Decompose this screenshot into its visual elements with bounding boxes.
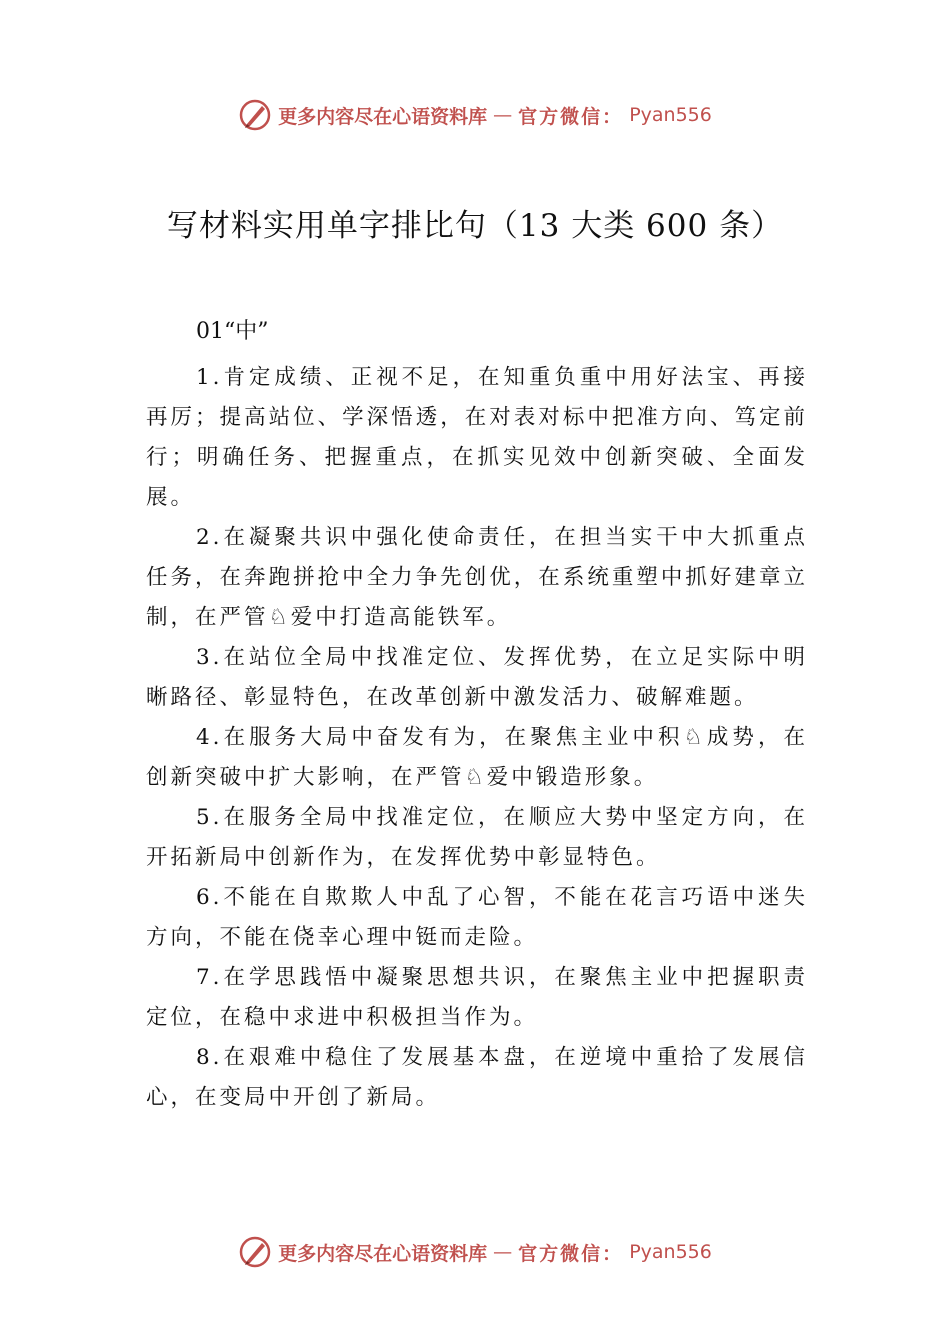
- paragraph: 1.肯定成绩、正视不足，在知重负重中用好法宝、再接再厉；提高站位、学深悟透，在对表对标中把准方向、笃定前行；明确任务、把握重点，在抓实见效中创新突破、全面发展。: [146, 365, 808, 510]
- banner-main-text: 更多内容尽在心语资料库: [278, 1242, 488, 1265]
- banner-label: 官方微信：: [518, 1242, 624, 1265]
- banner-main-text: 更多内容尽在心语资料库: [278, 105, 488, 128]
- banner-handle: Pyan556: [629, 1241, 712, 1263]
- paragraph: 3.在站位全局中找准定位、发挥优势，在立足实际中明晰路径、彰显特色，在改革创新中激发活力、破解难题。: [146, 645, 808, 710]
- banner-separator: —: [493, 104, 513, 126]
- pen-seal-logo-icon: [238, 98, 272, 132]
- header-banner: [0, 95, 950, 135]
- paragraph: 6.不能在自欺欺人中乱了心智，不能在花言巧语中迷失方向，不能在侥幸心理中铤而走险。: [146, 885, 808, 950]
- section-heading: 01“中”: [196, 319, 269, 344]
- paragraph: 2.在凝聚共识中强化使命责任，在担当实干中大抓重点任务，在奔跑拼抢中全力争先创优，在系统重塑中抓好建章立制，在严管♘爱中打造高能铁军。: [146, 525, 808, 630]
- paragraph: 8.在艰难中稳住了发展基本盘，在逆境中重拾了发展信心，在变局中开创了新局。: [146, 1045, 808, 1110]
- paragraph: 7.在学思践悟中凝聚思想共识，在聚焦主业中把握职责定位，在稳中求进中积极担当作为。: [146, 965, 808, 1030]
- banner-separator: —: [493, 1241, 513, 1263]
- paragraph: 4.在服务大局中奋发有为，在聚焦主业中积♘成势，在创新突破中扩大影响，在严管♘爱中锻造形象。: [146, 725, 808, 790]
- paragraph: 5.在服务全局中找准定位，在顺应大势中坚定方向，在开拓新局中创新作为，在发挥优势中彰显特色。: [146, 805, 808, 870]
- document-title: 写材料实用单字排比句（13 大类 600 条）: [166, 208, 784, 244]
- footer-banner: [0, 1232, 950, 1272]
- document-body: [146, 312, 808, 1118]
- pen-seal-logo-icon: [238, 1235, 272, 1269]
- banner-label: 官方微信：: [518, 105, 624, 128]
- banner-handle: Pyan556: [629, 104, 712, 126]
